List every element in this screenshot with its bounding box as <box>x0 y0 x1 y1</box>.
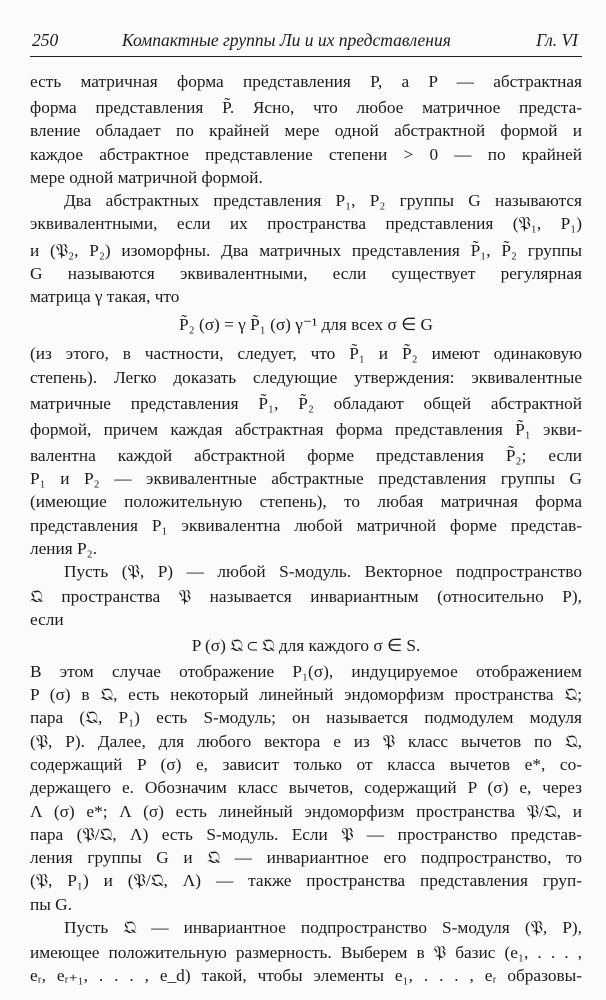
text-line: и (𝔓₂, P₂) изоморфны. Два матричных представления P̃₁, P̃₂ группы <box>30 240 582 260</box>
display-formula: P (σ) 𝔔 ⊂ 𝔔 для каждого σ ∈ S. <box>191 635 421 655</box>
text-line: эквивалентными, если их пространства представления (𝔓₁, P₁) <box>30 214 582 234</box>
text-line: (𝔓, P₁) и (𝔓/𝔔, Λ) — также пространства представления груп- <box>30 871 582 891</box>
text-line: степень). Легко доказать следующие утверждения: эквивалентные <box>30 367 582 387</box>
running-header <box>30 30 582 57</box>
text-line: держащего e. Обозначим класс вычетов, содержащий P (σ) e, через <box>30 778 582 798</box>
text-line: P (σ) в 𝔔, есть некоторый линейный эндоморфизм пространства 𝔔; <box>30 685 582 705</box>
text-line: (из этого, в частности, следует, что P̃₁ и P̃₂ имеют одинаковую <box>30 344 582 364</box>
text-line: мере одной матричной формой. <box>30 167 263 187</box>
text-line: пара (𝔔, P₁) есть S-модуль; он называется подмодулем модуля <box>30 708 582 728</box>
text-line: ления P₂. <box>30 538 98 558</box>
text-line: Λ (σ) e*; Λ (σ) есть линейный эндоморфизм пространства 𝔓/𝔔, и <box>30 801 582 821</box>
text-line: пы G. <box>30 894 72 914</box>
paragraph-start-line: Пусть (𝔓, P) — любой S-модуль. Векторное подпространство <box>64 562 582 582</box>
text-line: G называются эквивалентными, если существует регулярная <box>30 263 582 283</box>
text-line: формой, причем каждая абстрактная форма представления P̃₁ экви- <box>30 419 582 439</box>
paragraph-start-line: Два абстрактных представления P₁, P₂ группы G называются <box>64 191 582 211</box>
text-line: eᵣ, eᵣ₊₁, . . . , e_d) такой, чтобы элементы e₁, . . . , eᵣ образовы- <box>30 966 582 986</box>
text-line: В этом случае отображение P₁(σ), индуцируемое отображением <box>30 661 582 681</box>
text-line: P₁ и P₂ — эквивалентные абстрактные представления группы G <box>30 468 582 488</box>
text-line: ления группы G и 𝔔 — инвариантное его подпространство, то <box>30 848 582 868</box>
text-line: форма представления P̃. Ясно, что любое матричное предста- <box>30 98 582 118</box>
text-line: содержащий P (σ) e, зависит только от класса вычетов e*, со- <box>30 754 582 774</box>
chapter-label: Гл. VI <box>536 30 578 50</box>
text-line: матричные представления P̃₁, P̃₂ обладают общей абстрактной <box>30 393 582 413</box>
text-line: каждое абстрактное представление степени > 0 — по крайней <box>30 144 582 164</box>
text-line: имеющее положительную размерность. Выберем в 𝔓 базис (e₁, . . . , <box>30 943 582 963</box>
text-line: представления P₁ эквивалентна любой матричной форме представ- <box>30 515 582 535</box>
text-line: (имеющие положительную степень), то любая матричная форма <box>30 492 582 512</box>
text-line: валентна каждой абстрактной форме представления P̃₂; если <box>30 445 582 465</box>
display-formula: P̃₂ (σ) = γ P̃₁ (σ) γ⁻¹ для всех σ ∈ G <box>178 315 433 335</box>
paragraph-start-line: Пусть 𝔔 — инвариантное подпространство S-модуля (𝔓, P), <box>64 918 582 938</box>
running-title: Компактные группы Ли и их представления <box>122 30 451 50</box>
text-line: (𝔓, P). Далее, для любого вектора e из 𝔓 класс вычетов по 𝔔, <box>30 731 582 751</box>
text-line: есть матричная форма представления P, а P — абстрактная <box>30 72 582 91</box>
page-body-text <box>30 70 582 988</box>
text-line: вление обладает по крайней мере одной абстрактной формой и <box>30 121 582 141</box>
text-line: если <box>30 610 64 630</box>
text-line: матрица γ такая, что <box>30 287 180 307</box>
page-number: 250 <box>32 30 59 50</box>
text-line: пара (𝔓/𝔔, Λ) есть S-модуль. Если 𝔓 — пространство представ- <box>30 824 582 844</box>
text-line: 𝔔 пространства 𝔓 называется инвариантным (относительно P), <box>30 587 582 607</box>
